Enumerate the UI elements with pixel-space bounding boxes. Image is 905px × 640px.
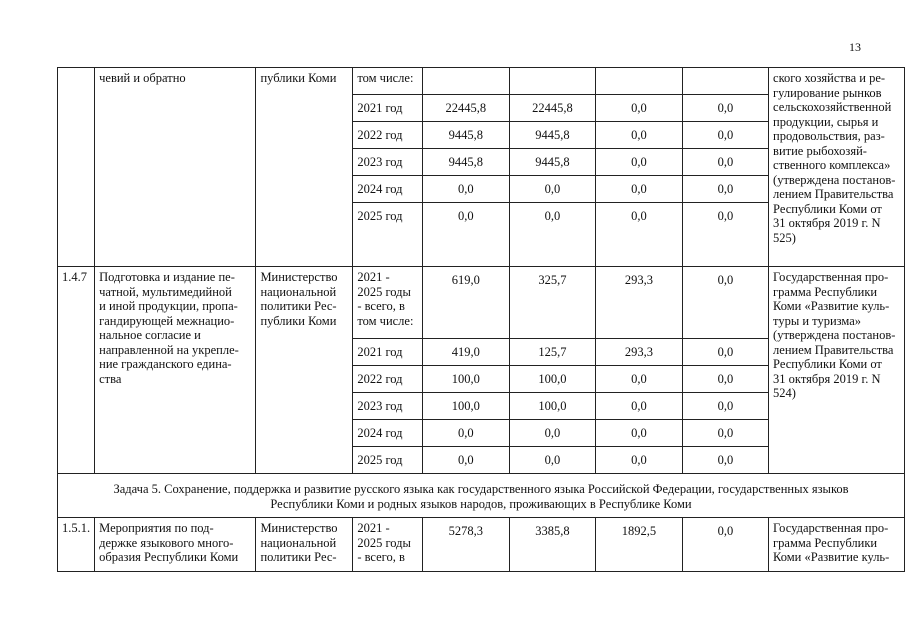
cell-value: 0,0 <box>509 176 596 203</box>
cell-value: 5278,3 <box>423 518 510 572</box>
cell-value: 9445,8 <box>509 122 596 149</box>
cell-value: 0,0 <box>682 420 768 447</box>
cell-value: 619,0 <box>423 267 510 339</box>
cell-num: 1.5.1. <box>58 518 95 572</box>
cell-value: 9445,8 <box>423 149 510 176</box>
cell-value: 100,0 <box>423 366 510 393</box>
cell-value: 0,0 <box>596 149 683 176</box>
cell-period: 2021 - 2025 годы - всего, в том числе: <box>353 267 423 339</box>
cell-value: 1892,5 <box>596 518 683 572</box>
cell-value: 0,0 <box>509 420 596 447</box>
cell-value: 0,0 <box>596 176 683 203</box>
cell-year: 2023 год <box>353 393 423 420</box>
cell-year: 2025 год <box>353 447 423 474</box>
cell-value <box>423 68 510 95</box>
cell-value: 0,0 <box>596 366 683 393</box>
cell-period: 2021 - 2025 годы - всего, в <box>353 518 423 572</box>
cell-value: 0,0 <box>682 203 768 267</box>
cell-value: 0,0 <box>596 203 683 267</box>
cell-value: 0,0 <box>423 203 510 267</box>
cell-year: 2024 год <box>353 420 423 447</box>
cell-value: 0,0 <box>682 149 768 176</box>
cell-value: 0,0 <box>596 393 683 420</box>
cell-year: 2024 год <box>353 176 423 203</box>
cell-year: 2021 год <box>353 95 423 122</box>
cell-event-name: Мероприятия по под- держке языкового много- образия Республики Коми <box>95 518 256 572</box>
program-table <box>57 67 905 572</box>
cell-value: 100,0 <box>509 393 596 420</box>
cell-year: 2022 год <box>353 122 423 149</box>
cell-value: 100,0 <box>509 366 596 393</box>
cell-executor: публики Коми <box>256 68 353 267</box>
table-row <box>58 518 905 572</box>
cell-executor: Министерство национальной политики Рес- публики Коми <box>256 267 353 474</box>
cell-value: 125,7 <box>509 339 596 366</box>
cell-value <box>509 68 596 95</box>
cell-value: 0,0 <box>682 339 768 366</box>
cell-value: 419,0 <box>423 339 510 366</box>
cell-year: 2022 год <box>353 366 423 393</box>
table-row <box>58 267 905 339</box>
cell-value: 9445,8 <box>509 149 596 176</box>
cell-value: 0,0 <box>596 420 683 447</box>
cell-value: 0,0 <box>423 447 510 474</box>
cell-value: 0,0 <box>596 122 683 149</box>
cell-program: ского хозяйства и ре- гулирование рынков сельскохозяйственной продукции, сырья и продовольствия, раз- витие рыбохозяй- ственного комплекса» (утверждена постанов- лением Правительства Республики Коми от 31 октября 2019 г. N 525) <box>769 68 905 267</box>
cell-value: 0,0 <box>509 447 596 474</box>
cell-value: 100,0 <box>423 393 510 420</box>
cell-value: 0,0 <box>682 447 768 474</box>
cell-value: 22445,8 <box>509 95 596 122</box>
cell-program: Государственная про- грамма Республики Коми «Развитие куль- туры и туризма» (утверждена постанов- лением Правительства Республики Коми от 31 октября 2019 г. N 524) <box>769 267 905 474</box>
cell-value: 293,3 <box>596 339 683 366</box>
cell-value: 0,0 <box>596 95 683 122</box>
table-row <box>58 474 905 518</box>
cell-value <box>682 68 768 95</box>
cell-year: 2025 год <box>353 203 423 267</box>
cell-period: том числе: <box>353 68 423 95</box>
cell-value: 0,0 <box>682 393 768 420</box>
cell-value: 0,0 <box>682 267 768 339</box>
cell-value: 325,7 <box>509 267 596 339</box>
cell-value: 0,0 <box>509 203 596 267</box>
cell-value: 0,0 <box>682 518 768 572</box>
cell-event-name: Подготовка и издание пе- чатной, мультимедийной и иной продукции, пропа- гандирующей межнацио- нальное согласие и направленной на укрепле- ние гражданского едина- ства <box>95 267 256 474</box>
cell-value: 0,0 <box>596 447 683 474</box>
cell-event-name: чевий и обратно <box>95 68 256 267</box>
cell-year: 2021 год <box>353 339 423 366</box>
cell-year: 2023 год <box>353 149 423 176</box>
cell-num: 1.4.7 <box>58 267 95 474</box>
cell-value: 0,0 <box>682 366 768 393</box>
cell-value: 0,0 <box>682 95 768 122</box>
cell-executor: Министерство национальной политики Рес- <box>256 518 353 572</box>
cell-value <box>596 68 683 95</box>
cell-value: 0,0 <box>682 176 768 203</box>
cell-value: 0,0 <box>682 122 768 149</box>
cell-value: 0,0 <box>423 420 510 447</box>
cell-value: 22445,8 <box>423 95 510 122</box>
task-heading: Задача 5. Сохранение, поддержка и развитие русского языка как государственного языка Российской Федерации, государственных языков Республики Коми и родных языков народов, проживающих в Республике Коми <box>58 474 905 518</box>
cell-value: 3385,8 <box>509 518 596 572</box>
cell-value: 293,3 <box>596 267 683 339</box>
cell-program: Государственная про- грамма Республики Коми «Развитие куль- <box>769 518 905 572</box>
cell-value: 9445,8 <box>423 122 510 149</box>
cell-value: 0,0 <box>423 176 510 203</box>
page-number: 13 <box>849 40 861 54</box>
table-row <box>58 68 905 95</box>
cell-num <box>58 68 95 267</box>
